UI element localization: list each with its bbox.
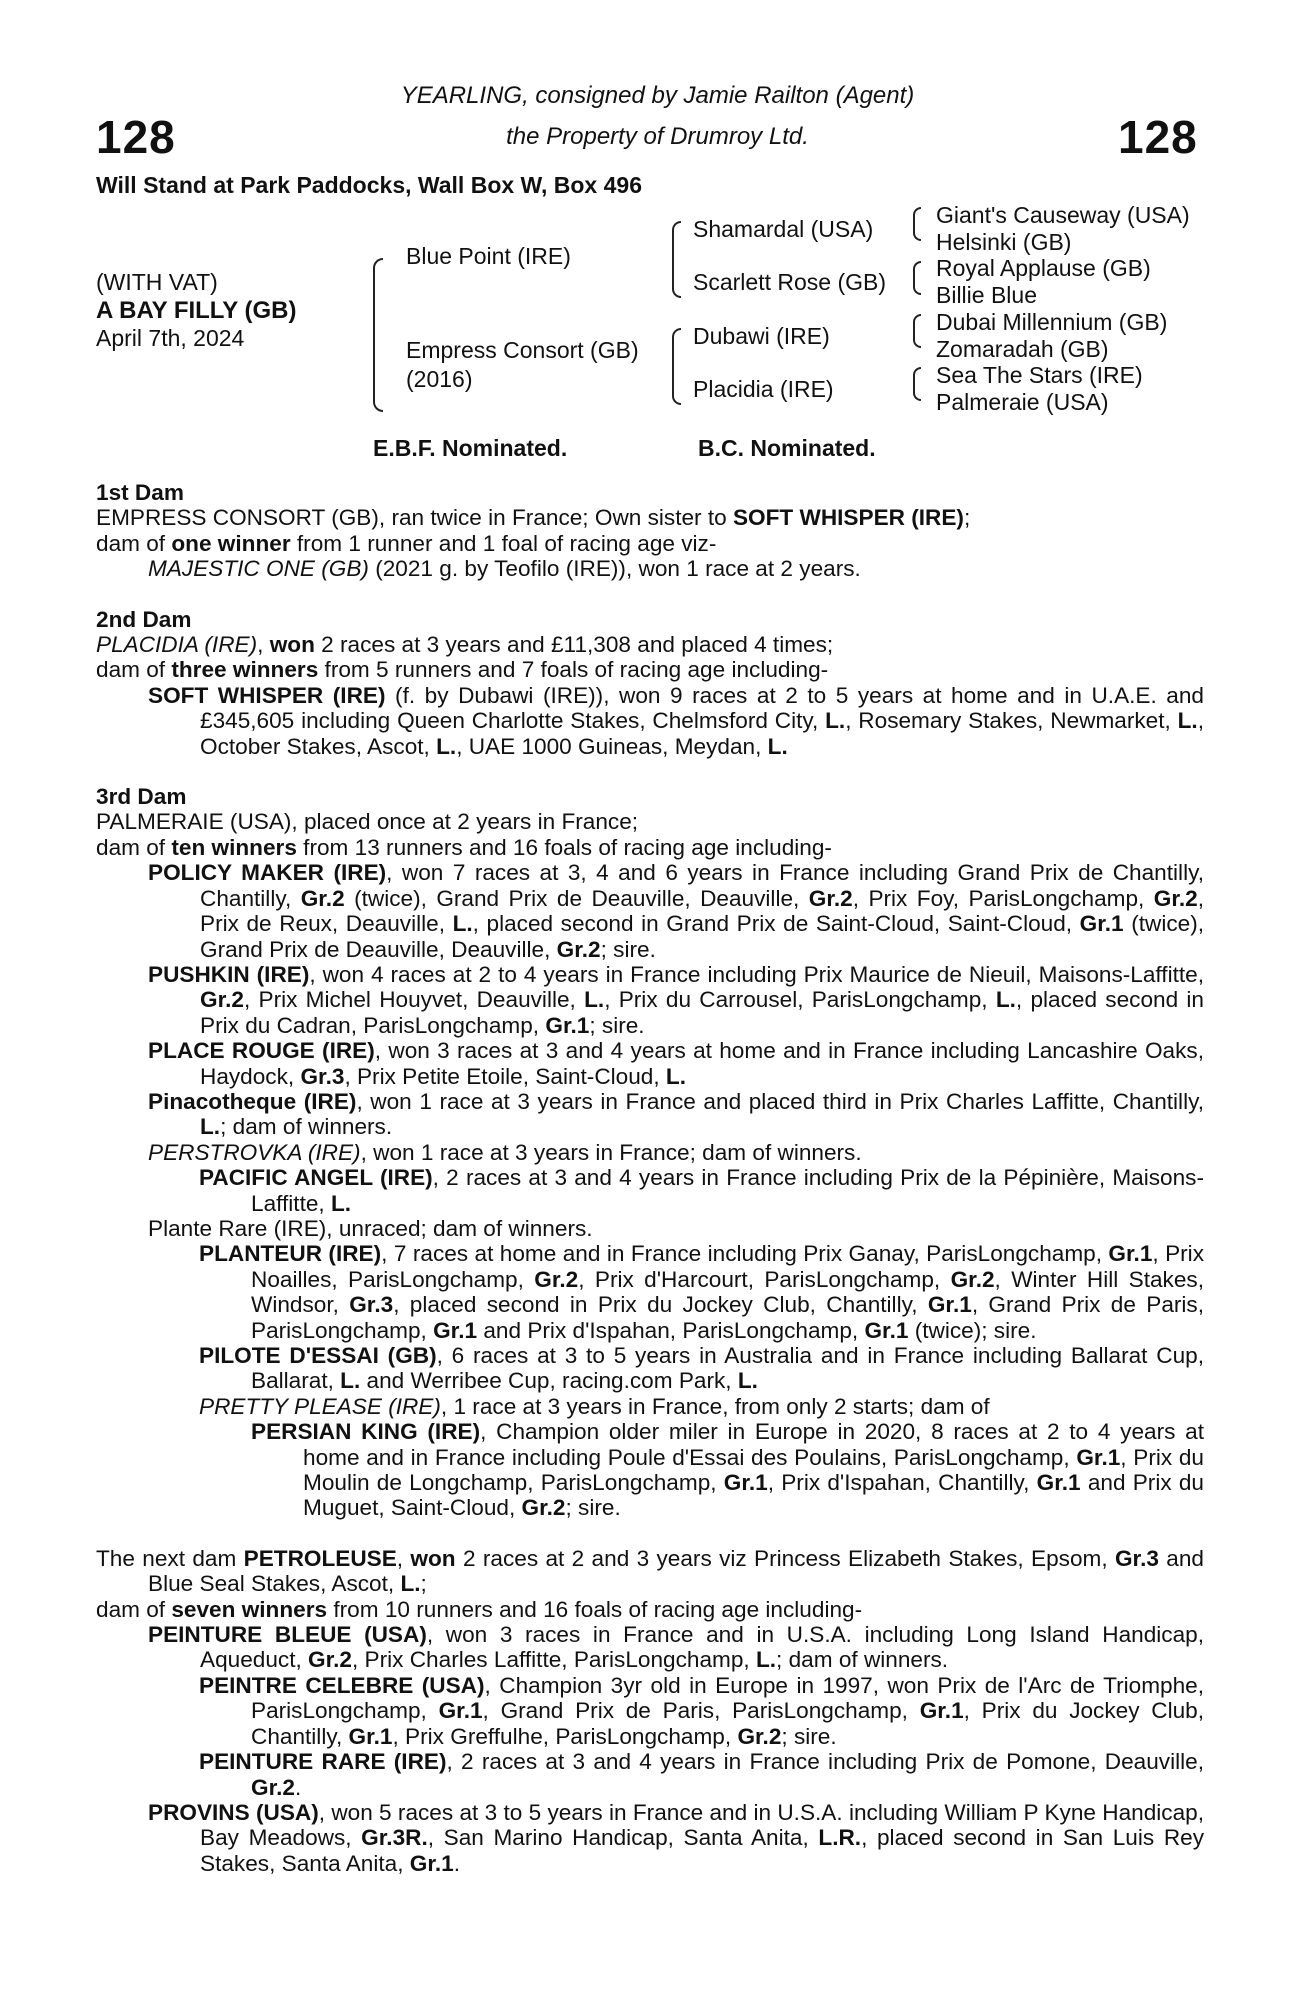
entry-persian-king: PERSIAN KING (IRE), Champion older miler in Europe in 2020, 8 races at 2 to 4 years at home and in France including Poule d'Essai des Poulains, ParisLongchamp, Gr.1, Prix du Moulin de Longchamp, ParisLongchamp, Gr.1, Prix d'Ispahan, Chantilly, Gr.1 and Prix du Muguet, Saint-Cloud, Gr.2; sire. [251,1419,1205,1521]
granddam-8: Palmeraie (USA) [936,389,1109,415]
dam-dam: Placidia (IRE) [693,376,834,402]
entry-pinacotheque: Pinacotheque (IRE), won 1 race at 3 years in France and placed third in Prix Charles Laffitte, Chantilly, L.; dam of winners. [148,1088,1204,1140]
horse-name: A BAY FILLY (GB) [96,297,297,324]
first-dam-foal: MAJESTIC ONE (GB) (2021 g. by Teofilo (IRE)), won 1 race at 2 years. [148,556,861,582]
entry-plante-rare: Plante Rare (IRE), unraced; dam of winners. [148,1215,593,1241]
entry-planteur: PLANTEUR (IRE), 7 races at home and in France including Prix Ganay, ParisLongchamp, Gr.1, Prix Noailles, ParisLongchamp, Gr.2, Prix d'Harcourt, ParisLongchamp, Gr.2, Winter Hill Stakes, Windsor, Gr.3, placed second in Prix du Jockey Club, Chantilly, Gr.1, Grand Prix de Paris, ParisLongchamp, Gr.1 and Prix d'Ispahan, ParisLongchamp, Gr.1 (twice); sire. [199,1241,1205,1343]
entry-pretty-please: PRETTY PLEASE (IRE), 1 race at 3 years in France, from only 2 starts; dam of [199,1393,990,1419]
pedigree-brace-g12 [913,207,921,241]
entry-place-rouge: PLACE ROUGE (IRE), won 3 races at 3 and 4 years at home and in France including Lancashire Oaks, Haydock, Gr.3, Prix Petite Etoile, Saint-Cloud, L. [148,1038,1204,1089]
entry-policy-maker: POLICY MAKER (IRE), won 7 races at 3, 4 and 6 years in France including Grand Prix de Chantilly, Chantilly, Gr.2 (twice), Grand Prix de Deauville, Deauville, Gr.2, Prix Foy, ParisLongchamp, Gr.2, Prix de Reux, Deauville, L., placed second in Grand Prix de Saint-Cloud, Saint-Cloud, Gr.1 (twice), Grand Prix de Deauville, Deauville, Gr.2; sire. [148,860,1205,962]
grandsire-1: Giant's Causeway (USA) [936,202,1190,228]
stand-location: Will Stand at Park Paddocks, Wall Box W, Box 496 [96,172,642,198]
grandsire-5: Dubai Millennium (GB) [936,309,1168,335]
pedigree-brace-sire [672,221,681,298]
granddam-6: Zomaradah (GB) [936,336,1109,362]
pedigree-brace-g78 [913,367,921,401]
pedigree-brace-main [373,258,383,412]
granddam-2: Helsinki (GB) [936,229,1072,255]
lot-number-right: 128 [1118,111,1198,163]
grandsire-3: Royal Applause (GB) [936,255,1151,281]
property-line: the Property of Drumroy Ltd. [506,123,809,150]
third-dam-produce: dam of ten winners from 13 runners and 16 foals of racing age including- [96,834,832,860]
first-dam-para: EMPRESS CONSORT (GB), ran twice in France; Own sister to SOFT WHISPER (IRE); [96,505,971,531]
first-dam-produce: dam of one winner from 1 runner and 1 foal of racing age viz- [96,530,717,556]
pedigree-brace-g56 [913,314,921,348]
first-dam-heading: 1st Dam [96,480,184,505]
sire: Blue Point (IRE) [406,243,571,269]
entry-peintre-celebre: PEINTRE CELEBRE (USA), Champion 3yr old in Europe in 1997, won Prix de l'Arc de Triomphe, ParisLongchamp, Gr.1, Grand Prix de Paris, ParisLongchamp, Gr.1, Prix du Jockey Club, Chantilly, Gr.1, Prix Greffulhe, ParisLongchamp, Gr.2; sire. [199,1672,1204,1749]
dam-sire: Dubawi (IRE) [693,323,830,349]
entry-pilote-dessai: PILOTE D'ESSAI (GB), 6 races at 3 to 5 years in Australia and in France including Ballarat Cup, Ballarat, L. and Werribee Cup, racing.com Park, L. [199,1343,1204,1394]
vat-note: (WITH VAT) [96,269,218,295]
grandsire-7: Sea The Stars (IRE) [936,362,1143,388]
entry-peinture-bleue: PEINTURE BLEUE (USA), won 3 races in France and in U.S.A. including Long Island Handicap, Aqueduct, Gr.2, Prix Charles Laffitte, ParisLongchamp, L.; dam of winners. [148,1622,1204,1673]
second-dam-produce: dam of three winners from 5 runners and 7 foals of racing age including- [96,657,829,683]
third-dam-intro: PALMERAIE (USA), placed once at 2 years in France; [96,809,639,835]
sire-dam: Scarlett Rose (GB) [693,269,886,295]
entry-provins: PROVINS (USA), won 5 races at 3 to 5 years in France and in U.S.A. including William P Kyne Handicap, Bay Meadows, Gr.3R., San Marino Handicap, Santa Anita, L.R., placed second in San Luis Rey Stakes, Santa Anita, Gr.1. [148,1799,1204,1876]
lot-number-left: 128 [96,111,176,163]
horse-dob: April 7th, 2024 [96,325,245,351]
entry-pacific-angel: PACIFIC ANGEL (IRE), 2 races at 3 and 4 years in France including Prix de la Pépinière, Maisons-Laffitte, L. [199,1165,1204,1216]
dam-year: (2016) [406,366,473,392]
dam: Empress Consort (GB) [406,337,639,363]
granddam-4: Billie Blue [936,282,1037,308]
next-dam-para: The next dam PETROLEUSE, won 2 races at 2 and 3 years viz Princess Elizabeth Stakes, Epsom, Gr.3 and Blue Seal Stakes, Ascot, L.; [96,1545,1204,1597]
consignor-line: YEARLING, consigned by Jamie Railton (Agent) [400,82,915,109]
second-dam-foal: SOFT WHISPER (IRE) (f. by Dubawi (IRE)), won 9 races at 2 to 5 years at home and in U.A.E. and £345,605 including Queen Charlotte Stakes, Chelmsford City, L., Rosemary Stakes, Newmarket, L., October Stakes, Ascot, L., UAE 1000 Guineas, Meydan, L. [148,682,1205,759]
second-dam-para: PLACIDIA (IRE), won 2 races at 3 years and £11,308 and placed 4 times; [96,632,834,658]
pedigree-brace-g34 [913,261,921,295]
sire-sire: Shamardal (USA) [693,216,874,242]
next-dam-produce: dam of seven winners from 10 runners and 16 foals of racing age including- [96,1596,863,1622]
entry-pushkin: PUSHKIN (IRE), won 4 races at 2 to 4 years in France including Prix Maurice de Nieuil, Maisons-Laffitte, Gr.2, Prix Michel Houyvet, Deauville, L., Prix du Carrousel, ParisLongchamp, L., placed second in Prix du Cadran, ParisLongchamp, Gr.1; sire. [148,961,1204,1038]
entry-perstrovka: PERSTROVKA (IRE), won 1 race at 3 years in France; dam of winners. [148,1139,862,1165]
bc-nomination: B.C. Nominated. [698,435,876,461]
ebf-nomination: E.B.F. Nominated. [373,435,568,461]
second-dam-heading: 2nd Dam [96,606,192,632]
catalogue-body [96,480,1204,1876]
third-dam-heading: 3rd Dam [96,784,187,810]
pedigree-brace-dam [672,328,681,405]
entry-peinture-rare: PEINTURE RARE (IRE), 2 races at 3 and 4 years in France including Prix de Pomone, Deauville, Gr.2. [199,1749,1204,1800]
